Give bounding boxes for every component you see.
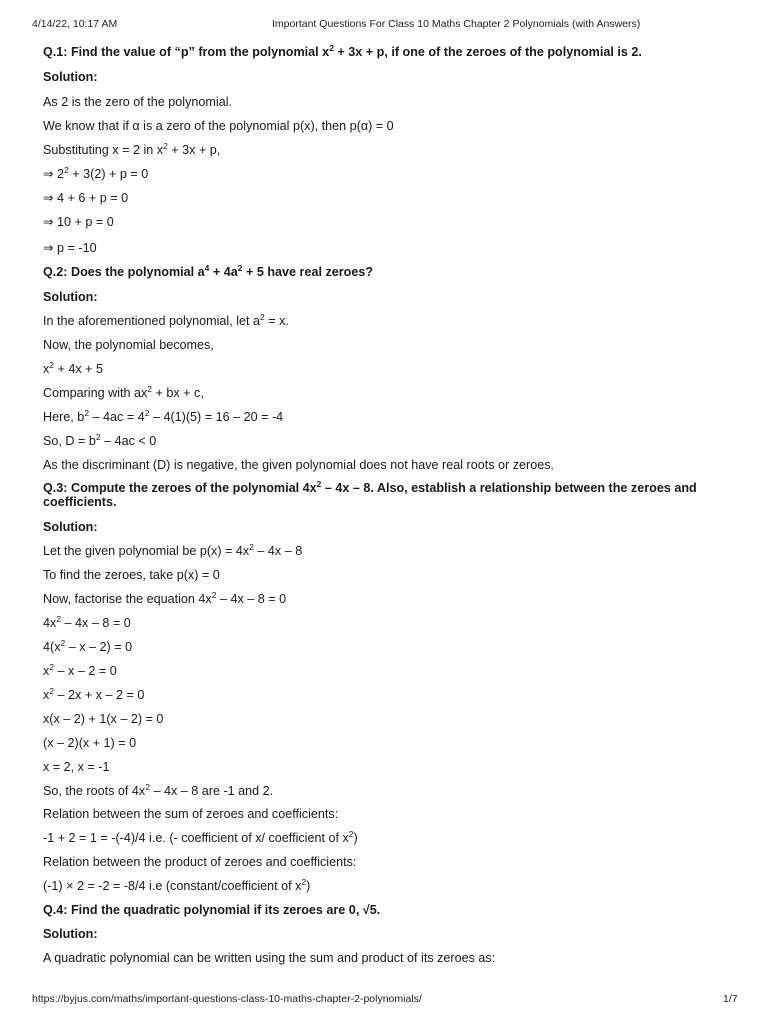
solution-3-line: Relation between the sum of zeroes and coefficients: — [43, 807, 339, 821]
text: – x – 2) = 0 — [65, 640, 133, 654]
text: Here, b — [43, 410, 85, 424]
exponent: 2 — [348, 829, 354, 839]
text: – 4x – 8 = 0 — [216, 592, 287, 606]
question-1-text-b: + 3x + p, if one of the zeroes of the polynomial is 2. — [333, 45, 642, 59]
solution-3-line: (x – 2)(x + 1) = 0 — [43, 736, 137, 750]
exponent: 2 — [249, 542, 254, 552]
text: 4(x — [43, 640, 61, 654]
text: x — [43, 362, 50, 376]
solution-3-line — [43, 878, 310, 894]
text: Comparing with ax — [43, 386, 148, 400]
text: + bx + c, — [152, 386, 204, 400]
exponent: 2 — [60, 638, 66, 648]
text: ) — [306, 879, 311, 893]
text: -1 + 2 = 1 = -(-4)/4 i.e. (- coefficient of x/ coefficient of x — [43, 831, 349, 845]
solution-1-line: ⇒ p = -10 — [43, 241, 97, 255]
exponent: 2 — [260, 312, 265, 322]
text: – 4x – 8 are -1 and 2. — [149, 784, 274, 798]
print-datetime: 4/14/22, 10:17 AM — [32, 18, 118, 30]
solution-1-line: We know that if α is a zero of the polynomial p(x), then p(α) = 0 — [43, 119, 394, 133]
question-4: Q.4: Find the quadratic polynomial if its zeroes are 0, √5. — [43, 903, 381, 917]
solution-1-line — [43, 142, 220, 158]
exponent: 2 — [147, 384, 153, 394]
exponent: 2 — [237, 263, 243, 273]
exponent: 2 — [84, 408, 90, 418]
solution-3-line — [43, 663, 117, 679]
solution-3-line — [43, 615, 131, 631]
exponent: 2 — [64, 165, 69, 175]
text: – 4(1)(5) = 16 – 20 = -4 — [149, 410, 284, 424]
solution-2-line — [43, 433, 156, 449]
solution-1-line: As 2 is the zero of the polynomial. — [43, 95, 233, 109]
exponent: 2 — [56, 614, 62, 624]
exponent: 2 — [144, 408, 150, 418]
solution-3-label: Solution: — [43, 520, 98, 534]
solution-1-line: ⇒ 4 + 6 + p = 0 — [43, 191, 129, 205]
solution-2-line: Now, the polynomial becomes, — [43, 338, 214, 352]
solution-2-line — [43, 409, 283, 425]
text: In the aforementioned polynomial, let a — [43, 314, 261, 328]
page-number: 1/7 — [723, 993, 738, 1005]
exponent: 2 — [301, 877, 307, 887]
text: 4x — [43, 616, 57, 630]
question-1-text-a: Q.1: Find the value of “p” from the polynomial x — [43, 45, 330, 59]
page-title: Important Questions For Class 10 Maths Chapter 2 Polynomials (with Answers) — [272, 18, 641, 30]
question-3 — [43, 481, 733, 509]
solution-2-line — [43, 361, 103, 377]
exponent: 2 — [95, 432, 101, 442]
text: Now, factorise the equation 4x — [43, 592, 212, 606]
solution-3-line — [43, 687, 144, 703]
exponent: 2 — [211, 590, 217, 600]
exponent: 2 — [145, 782, 150, 792]
text: – x – 2 = 0 — [54, 664, 117, 678]
text: Q.2: Does the polynomial a — [43, 265, 205, 279]
text: (-1) × 2 = -2 = -8/4 i.e (constant/coefficient of x — [43, 879, 302, 893]
text: Q.3: Compute the zeroes of the polynomial 4x — [43, 481, 317, 495]
solution-4-line: A quadratic polynomial can be written using the sum and product of its zeroes as: — [43, 951, 496, 965]
text: – 4x – 8. Also, establish a relationship between the zeroes and coefficients. — [43, 481, 697, 509]
text: + 3x + p, — [167, 143, 221, 157]
exponent: 2 — [316, 479, 322, 489]
text: x — [43, 664, 50, 678]
text: + 3(2) + p = 0 — [68, 167, 149, 181]
text: = x. — [264, 314, 289, 328]
solution-1-line: ⇒ 10 + p = 0 — [43, 215, 114, 229]
solution-3-line: x = 2, x = -1 — [43, 760, 110, 774]
solution-3-line: To find the zeroes, take p(x) = 0 — [43, 568, 220, 582]
text: – 4x – 8 — [253, 544, 303, 558]
source-url: https://byjus.com/maths/important-questions-class-10-maths-chapter-2-polynomials/ — [32, 993, 422, 1005]
text: – 4x – 8 = 0 — [61, 616, 131, 630]
exponent: 2 — [163, 141, 168, 151]
solution-3-line — [43, 830, 358, 846]
solution-3-line — [43, 783, 273, 799]
solution-3-line — [43, 543, 302, 559]
text: So, the roots of 4x — [43, 784, 146, 798]
solution-3-line: x(x – 2) + 1(x – 2) = 0 — [43, 712, 164, 726]
exponent: 4 — [204, 263, 210, 273]
exponent: 2 — [49, 360, 55, 370]
text: x — [43, 688, 50, 702]
solution-2-line — [43, 385, 204, 401]
exponent: 2 — [329, 43, 334, 53]
solution-2-label: Solution: — [43, 290, 98, 304]
text: + 4a — [209, 265, 238, 279]
text: ) — [353, 831, 358, 845]
text: + 4x + 5 — [54, 362, 104, 376]
solution-4-label: Solution: — [43, 927, 98, 941]
solution-1-label: Solution: — [43, 70, 98, 84]
exponent: 2 — [49, 662, 55, 672]
solution-3-line — [43, 591, 286, 607]
text: – 2x + x – 2 = 0 — [54, 688, 145, 702]
solution-1-line — [43, 166, 148, 182]
text: So, D = b — [43, 434, 96, 448]
solution-3-line — [43, 639, 132, 655]
text: Substituting x = 2 in x — [43, 143, 164, 157]
text: – 4ac < 0 — [100, 434, 157, 448]
text: – 4ac = 4 — [89, 410, 145, 424]
text: ⇒ 2 — [43, 167, 65, 181]
solution-3-line: Relation between the product of zeroes and coefficients: — [43, 855, 357, 869]
solution-2-line — [43, 313, 289, 329]
text: Let the given polynomial be p(x) = 4x — [43, 544, 250, 558]
question-1 — [43, 44, 642, 60]
text: + 5 have real zeroes? — [242, 265, 374, 279]
exponent: 2 — [49, 686, 55, 696]
solution-2-line: As the discriminant (D) is negative, the given polynomial does not have real roots or zeroes. — [43, 458, 554, 472]
question-2 — [43, 264, 373, 280]
